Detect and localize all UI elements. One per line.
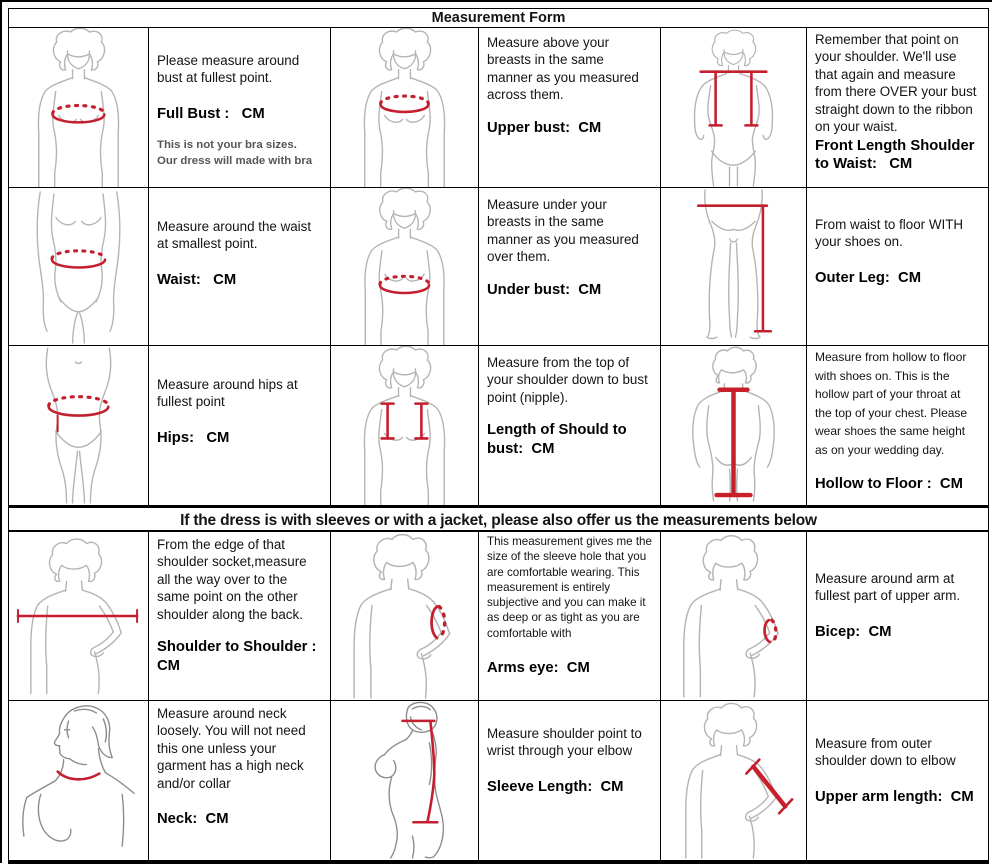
row-waist [9, 188, 988, 346]
cell-full-bust [149, 28, 331, 188]
cell-hollow-to-floor [807, 346, 988, 506]
upper-arm-length-label: Upper arm length: CM [815, 788, 974, 805]
cell-sleeve-length [479, 701, 661, 861]
outer-leg-desc: From waist to floor WITH your shoes on. [815, 217, 967, 250]
arms-eye-desc: This measurement gives me the size of the sleeve hole that you are comfortable wearing. This measurement is entirely subjective and you can make it as deep or as tight as you are comfortable with [487, 535, 656, 640]
waist-desc: Measure around the waist at smallest point. [157, 219, 315, 252]
upper-bust-figure-icon [331, 28, 478, 187]
hips-label: Hips: CM [157, 429, 230, 446]
cell-neck [149, 701, 331, 861]
figure-cell-hollow-to-floor [661, 346, 807, 506]
cell-outer-leg [807, 188, 988, 346]
neck-desc: Measure around neck loosely. You will not need this one unless your garment has a high neck and/or collar [157, 706, 310, 791]
bicep-desc: Measure around arm at fullest part of upper arm. [815, 571, 961, 604]
row-hips [9, 346, 988, 506]
cell-hips [149, 346, 331, 506]
under-bust-desc: Measure under your breasts in the same manner as you measured over them. [487, 197, 643, 265]
neck-figure-icon [9, 701, 148, 860]
cell-upper-arm-length [807, 701, 988, 861]
sleeves-banner: If the dress is with sleeves or with a jacket, please also offer us the measurements below [9, 506, 988, 532]
figure-cell-neck [9, 701, 149, 861]
arms-eye-figure-icon [331, 532, 478, 700]
front-length-label: Front Length Shoulder to Waist: CM [815, 137, 979, 173]
shoulder-to-bust-desc: Measure from the top of your shoulder down to bust point (nipple). [487, 355, 652, 405]
cell-arms-eye [479, 532, 661, 701]
front-length-figure-icon [661, 28, 806, 187]
under-bust-figure-icon [331, 188, 478, 345]
cell-shoulder-to-bust [479, 346, 661, 506]
shoulder-to-bust-figure-icon [331, 346, 478, 505]
waist-label: Waist: CM [157, 271, 237, 288]
figure-cell-shoulder-to-shoulder [9, 532, 149, 701]
outer-leg-label: Outer Leg: CM [815, 269, 922, 286]
hollow-to-floor-label: Hollow to Floor : CM [815, 475, 963, 492]
row-bust [9, 28, 988, 188]
figure-cell-under-bust [331, 188, 479, 346]
measurement-table [8, 8, 989, 864]
shoulder-to-shoulder-figure-icon [9, 532, 148, 700]
figure-cell-waist [9, 188, 149, 346]
hips-figure-icon [9, 346, 148, 505]
upper-arm-length-figure-icon [661, 701, 806, 860]
figure-cell-outer-leg [661, 188, 807, 346]
cell-shoulder-to-shoulder [149, 532, 331, 701]
figure-cell-full-bust [9, 28, 149, 188]
figure-cell-bicep [661, 532, 807, 701]
sleeve-length-label: Sleeve Length: CM [487, 778, 624, 795]
sleeve-length-figure-icon [331, 701, 478, 860]
bicep-figure-icon [661, 532, 806, 700]
cell-front-length [807, 28, 988, 188]
upper-bust-desc: Measure above your breasts in the same manner as you measured across them. [487, 35, 643, 103]
figure-cell-upper-bust [331, 28, 479, 188]
outer-leg-figure-icon [661, 188, 806, 345]
waist-figure-icon [9, 188, 148, 345]
shoulder-to-bust-label: Length of Should to bust: CM [487, 422, 631, 457]
full-bust-figure-icon [9, 28, 148, 187]
sleeve-length-desc: Measure shoulder point to wrist through your elbow [487, 726, 646, 759]
shoulder-to-shoulder-label: Shoulder to Shoulder : CM [157, 639, 321, 674]
upper-bust-label: Upper bust: CM [487, 119, 602, 136]
full-bust-note: This is not your bra sizes. Our dress will made with bra [157, 139, 313, 168]
row-shoulder [9, 532, 988, 701]
row-neck [9, 701, 988, 861]
cell-waist [149, 188, 331, 346]
page-title: Measurement Form [9, 9, 988, 28]
full-bust-label: Full Bust : CM [157, 105, 265, 122]
front-length-desc: Remember that point on your shoulder. We'll use that again and measure from there OVER your bust straight down to the ribbon on your waist. [815, 32, 981, 135]
hollow-to-floor-desc: Measure from hollow to floor with shoes on. This is the hollow part of your throat at the top of your chest. Please wear shoes the same height as on your wedding day. [815, 350, 971, 457]
cell-bicep [807, 532, 988, 701]
arms-eye-label: Arms eye: CM [487, 660, 590, 677]
shoulder-to-shoulder-desc: From the edge of that shoulder socket,measure all the way over to the same point on the other shoulder along the back. [157, 537, 311, 622]
upper-arm-length-desc: Measure from outer shoulder down to elbow [815, 736, 956, 769]
figure-cell-front-length [661, 28, 807, 188]
neck-label: Neck: CM [157, 811, 229, 828]
figure-cell-hips [9, 346, 149, 506]
full-bust-desc: Please measure around bust at fullest point. [157, 53, 303, 86]
figure-cell-arms-eye [331, 532, 479, 701]
header-row [9, 9, 988, 28]
cell-under-bust [479, 188, 661, 346]
banner-row [9, 506, 988, 532]
figure-cell-upper-arm-length [661, 701, 807, 861]
bicep-label: Bicep: CM [815, 623, 892, 640]
figure-cell-shoulder-to-bust [331, 346, 479, 506]
cell-upper-bust [479, 28, 661, 188]
hollow-to-floor-figure-icon [661, 346, 806, 505]
hips-desc: Measure around hips at fullest point [157, 377, 302, 410]
figure-cell-sleeve-length [331, 701, 479, 861]
under-bust-label: Under bust: CM [487, 281, 602, 298]
